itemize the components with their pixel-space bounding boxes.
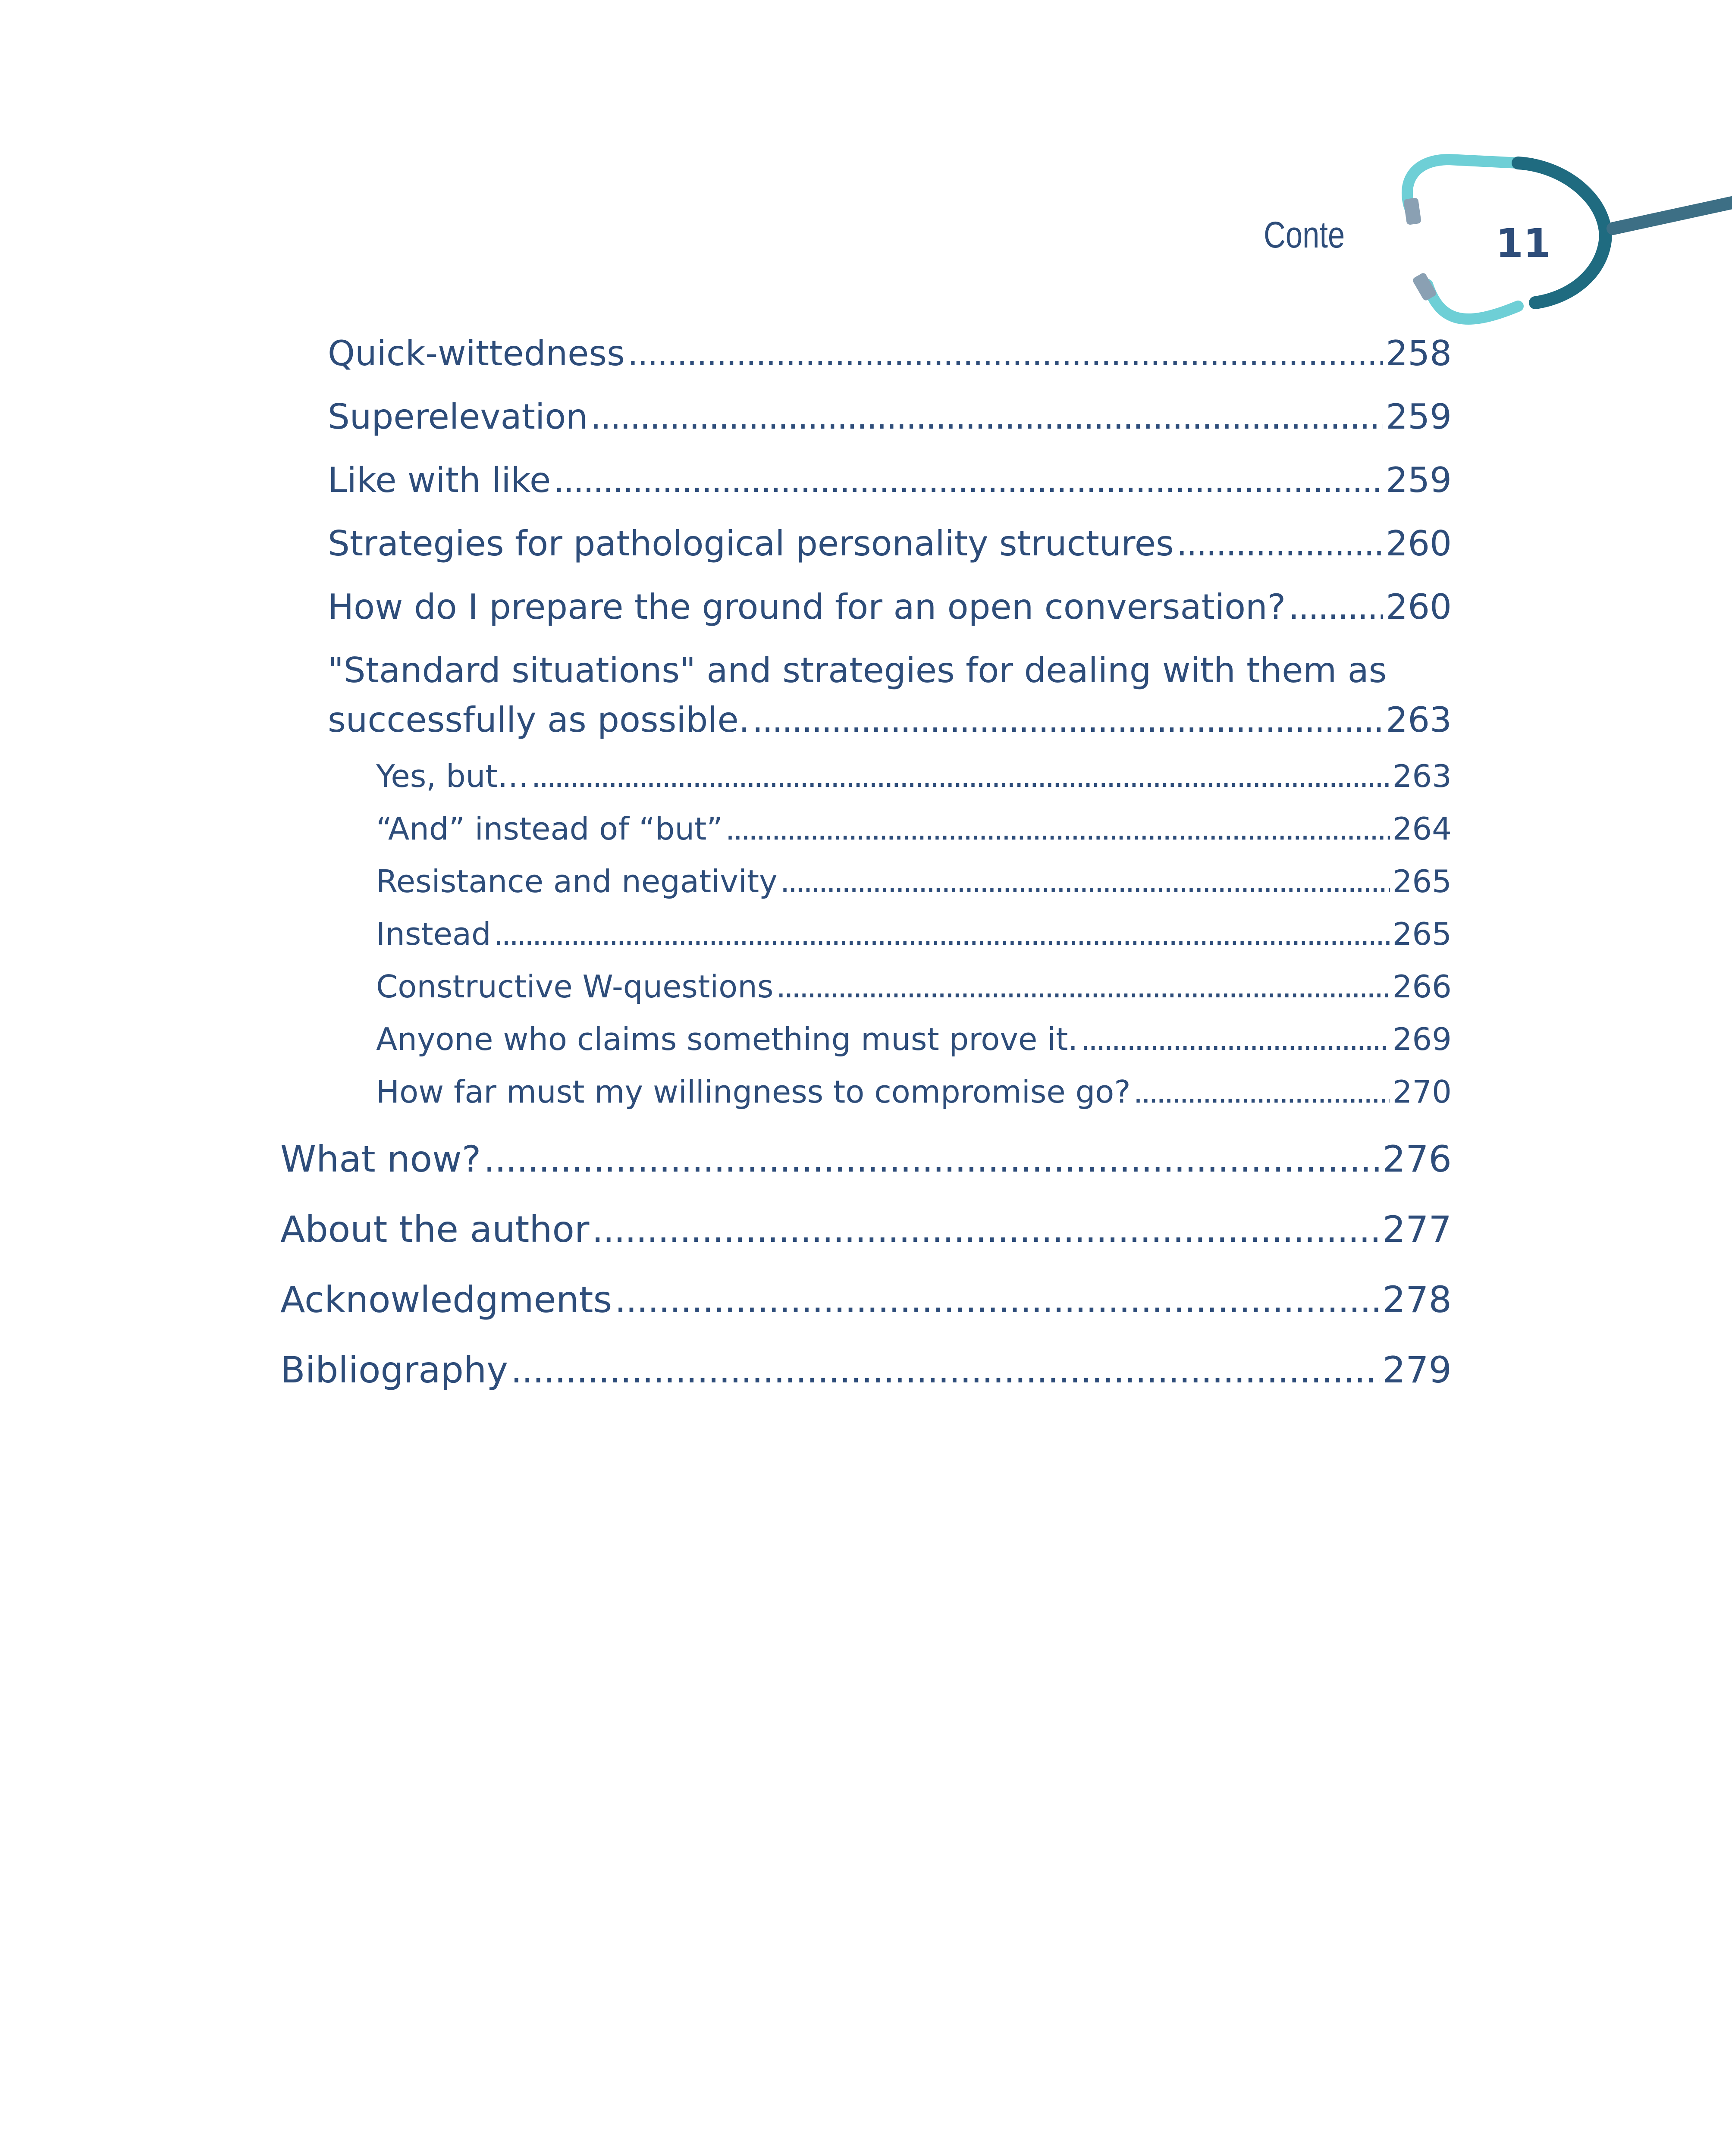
dot-leader [553,457,1383,504]
dot-leader [776,965,1390,1008]
dot-leader [531,755,1390,798]
toc-entry-page: 259 [1386,397,1452,437]
toc-subentry[interactable] [376,1018,1452,1061]
toc-subentry[interactable] [376,807,1452,850]
dot-leader [725,807,1390,850]
dot-leader [1080,1018,1390,1061]
toc-subentry[interactable] [376,755,1452,798]
toc-entry-title: Resistance and negativity [376,863,778,899]
dot-leader [1288,583,1383,631]
dot-leader [780,860,1390,903]
toc-subentry[interactable] [376,965,1452,1008]
toc-entry[interactable] [328,330,1452,377]
toc-entry[interactable] [328,696,1452,744]
toc-entry-page: 264 [1392,811,1452,847]
toc-entry-page: 277 [1382,1208,1452,1250]
toc-entry-title: How far must my willingness to compromise go? [376,1074,1131,1110]
running-head: Conte [1264,214,1345,256]
dot-leader [615,1275,1380,1325]
toc-subentry[interactable] [376,912,1452,956]
toc-entry-page: 270 [1392,1074,1452,1110]
toc-entry-page: 266 [1392,968,1452,1005]
stethoscope-icon [1389,142,1732,345]
page-number: 11 [1496,220,1551,266]
dot-leader [590,393,1383,441]
toc-entry-page: 260 [1386,523,1452,564]
toc-entry-page: 265 [1392,916,1452,952]
toc-chapter-entry[interactable] [280,1345,1452,1395]
toc-entry-page: 276 [1382,1138,1452,1180]
dot-leader [494,912,1390,956]
toc-entry-title: About the author [280,1208,590,1250]
toc-entry-page: 279 [1382,1349,1452,1391]
toc-entry-title: Bibliography [280,1349,508,1391]
toc-entry-title: How do I prepare the ground for an open conversation? [328,587,1286,627]
toc-entry[interactable] [328,583,1452,631]
dot-leader [1133,1070,1390,1113]
toc-entry-title: Instead [376,916,491,952]
toc-entry-page: 269 [1392,1021,1452,1057]
toc-entry-page: 260 [1386,587,1452,627]
toc-entry[interactable] [328,393,1452,441]
toc-entry-title: Superelevation [328,397,588,437]
dot-leader [511,1345,1380,1395]
toc-entry[interactable] [328,457,1452,504]
toc-entry-title: successfully as possible. [328,700,750,740]
toc-entry-title-line1[interactable]: "Standard situations" and strategies for dealing with them as [328,650,1387,690]
toc-chapter-entry[interactable] [280,1204,1452,1254]
toc-entry-page: 258 [1386,333,1452,373]
dot-leader [628,330,1384,377]
toc-entry-title: “And” instead of “but” [376,811,723,847]
toc-chapter-entry[interactable] [280,1134,1452,1184]
dot-leader [1177,520,1384,567]
toc-entry-page: 265 [1392,863,1452,899]
toc-entry-title: Acknowledgments [280,1279,612,1321]
toc-entry-page: 259 [1386,460,1452,500]
toc-chapter-entry[interactable] [280,1275,1452,1325]
toc-subentry[interactable] [376,1070,1452,1113]
toc-entry-title: Yes, but… [376,758,529,794]
toc-entry-title: Constructive W-questions [376,968,774,1005]
dot-leader [483,1134,1380,1184]
toc-subentry[interactable] [376,860,1452,903]
toc-entry-page: 278 [1382,1279,1452,1321]
toc-entry-title: Anyone who claims something must prove it. [376,1021,1078,1057]
toc-entry-title: Quick-wittedness [328,333,625,373]
toc-entry[interactable] [328,520,1452,567]
toc-entry-title: Strategies for pathological personality structures [328,523,1174,564]
dot-leader [752,696,1383,744]
dot-leader [592,1204,1380,1254]
toc-entry-title: What now? [280,1138,481,1180]
toc-entry-page: 263 [1386,700,1452,740]
toc-entry-title: Like with like [328,460,551,500]
toc-entry-page: 263 [1392,758,1452,794]
